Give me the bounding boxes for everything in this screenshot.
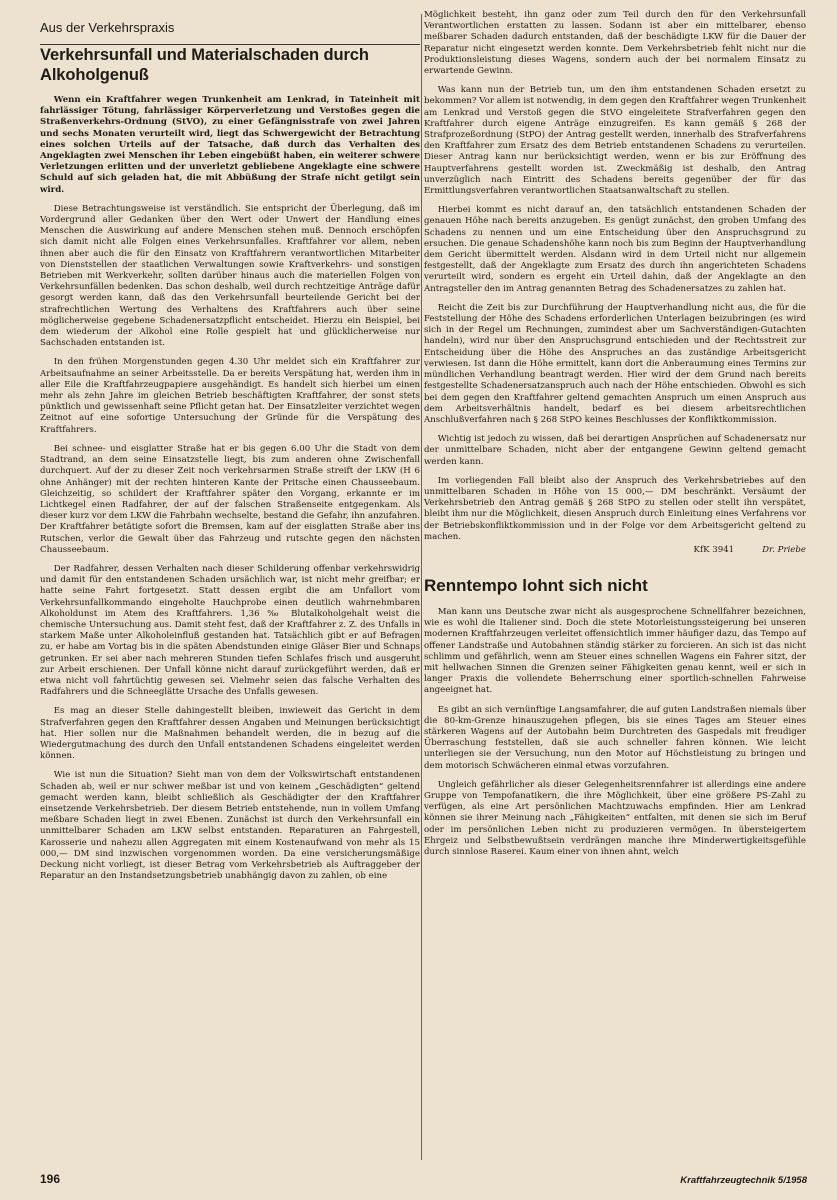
paragraph: Hierbei kommt es nicht darauf an, den tatsächlich entstandenen Schaden der genauen Höhe nach bereits anzugeben. Es genügt zunächst, den groben Umfang des Schadens zu nennen und um eine Entscheidung über den Anspruchsgrund zu ersuchen. Die genaue Schadenshöhe kann noch bis zum Beginn der Hauptverhandlung dem Gericht übermittelt werden. Alsdann wird in dem Urteil nicht nur allgemein festgestellt, daß der Angeklagte zum Ersatz des durch ihn angerichteten Schadens verurteilt wird, sondern es ergeht ein Urteil dahin, daß der Angeklagte an den Antragsteller den im Antrag genannten Betrag des Schadenersatzes zu zahlen hat. bbox=[424, 205, 806, 294]
publication-name: Kraftfahrzeugtechnik 5/1958 bbox=[680, 1175, 807, 1186]
article-lead: Wenn ein Kraftfahrer wegen Trunkenheit am Lenkrad, in Tateinheit mit fahrlässiger Tötung, fahrlässiger Körperverletzung und Verstoßes gegen die Straßenverkehrs-Ordnung (StVO), zu einer Gefängnisstrafe von zwei Jahren und sechs Monaten verurteilt wird, liegt das Schwergewicht der Betrachtung eines solchen Urteils auf der Tatsache, daß durch das Verhalten des Angeklagten zwei Menschen ihr Leben eingebüßt haben, ein weiterer schwere Verletzungen erlitten und der unverletzt gebliebene Angeklagte eine schwere Schuld auf sich geladen hat, die mit Abbüßung der Strafe nicht getilgt sein wird. bbox=[40, 95, 420, 195]
paragraph: Ungleich gefährlicher als dieser Gelegenheitsrennfahrer ist allerdings eine andere Gruppe von Tempofanatikern, die ihre Möglichkeit, über eine größere PS-Zahl zu verfügen, als eine Art persönlichen Machtzuwachs empfinden. Hier am Lenkrad können sie ihrer Meinung nach „Fähigkeiten“ entfalten, mit denen sie sich im Beruf oder im persönlichen Leben nicht zu produzieren vermögen. In übersteigertem Ehrgeiz und Selbstbewußtsein verdrängen manche ihre Minderwertigkeitsgefühle durch sinnlose Raserei. Kaum einer von ihnen ahnt, welch bbox=[424, 779, 806, 857]
paragraph: In den frühen Morgenstunden gegen 4.30 Uhr meldet sich ein Kraftfahrer zur Arbeitsaufnahme an seiner Arbeitsstelle. Da er bereits Verspätung hat, werden ihm in aller Eile die Kraftfahrzeugpapiere ausgehändigt. Es handelt sich hierbei um einen mehr als zehn Jahre im gleichen Betrieb beschäftigten Kraftfahrer, der sonst stets pünktlich und gewissenhaft seine Pflicht getan hat. Der Einsatzleiter verzichtet wegen Zeitnot auf eine sofortige Untersuchung der Gründe für die Verspätung des Kraftfahrers. bbox=[40, 357, 420, 435]
page-number: 196 bbox=[40, 1172, 61, 1186]
author-signature bbox=[424, 545, 806, 555]
article2-title: Renntempo lohnt sich nicht bbox=[424, 575, 648, 595]
right-column bbox=[424, 10, 806, 866]
paragraph: Es mag an dieser Stelle dahingestellt bleiben, inwieweit das Gericht in dem Strafverfahren gegen den Kraftfahrer dessen Angaben und Meinungen berücksichtigt hat. Hier sollen nur die Maßnahmen behandelt werden, die in bezug auf die Wiedergutmachung des durch den Unfall entstandenen Schadens eingeleitet werden können. bbox=[40, 706, 420, 762]
signature-author: Dr. Priebe bbox=[762, 544, 806, 555]
article-title: Verkehrsunfall und Materialschaden durch Alkoholgenuß bbox=[40, 46, 369, 84]
paragraph: Reicht die Zeit bis zur Durchführung der Hauptverhandlung nicht aus, die für die Feststellung der Höhe des Schadens erforderlichen Unterlagen beizubringen (es wird sich in der Regel um Rechnungen, zumindest aber um Sachverständigen-Gutachten handeln), wird nur über den Anspruchsgrund entschieden und der Rechtsstreit zur Entscheidung über die Höhe des Anspruches an das zuständige Arbeitsgericht verwiesen. Ist dann die Höhe ermittelt, kann dort die Anberaumung eines Termins zur mündlichen Verhandlung beantragt werden. Hier wird der dem Grund nach bereits festgestellte Schadenersatzanspruch auch nach der Höhe entschieden. Obwohl es sich bei dem gegen den Kraftfahrer geltend gemachten Anspruch um einen Anspruch aus dem Arbeitsverhältnis handelt, bedarf es bei diesem arbeitsrechtlichen Anschlußverfahren nach § 268 StPO keines Beschlusses der Konfliktkommission. bbox=[424, 302, 806, 425]
paragraph: Wichtig ist jedoch zu wissen, daß bei derartigen Ansprüchen auf Schadenersatz nur der unmittelbare Schaden, nicht aber der entgangene Gewinn geltend gemacht werden kann. bbox=[424, 434, 806, 467]
paragraph: Was kann nun der Betrieb tun, um den ihm entstandenen Schaden ersetzt zu bekommen? Vor allem ist notwendig, in dem gegen den Kraftfahrer wegen Trunkenheit am Lenkrad und Verstoß gegen die StVO eingeleitete Strafverfahren gegen den Kraftfahrer durch eigene Anträge einzugreifen. Es kann gemäß § 268 der Strafprozeßordnung (StPO) der Antrag gestellt werden, innerhalb des Strafverfahrens den Kraftfahrer zum Ersatz des dem Betrieb entstandenen Schadens zu verurteilen. Dieser Antrag kann nur berücksichtigt werden, wenn er bis zur Eröffnung des Hauptverfahrens gestellt worden ist. Zweckmäßig ist deshalb, den Antrag unverzüglich nach Eintritt des Schadens bereits gegenüber der für das Ermittlungsverfahren verantwortlichen Staatsanwaltschaft zu stellen. bbox=[424, 85, 806, 197]
paragraph: Man kann uns Deutsche zwar nicht als ausgesprochene Schnellfahrer bezeichnen, wie es wohl die Italiener sind. Doch die stete Motorleistungssteigerung bei unseren modernen Kraftfahrzeugen verleitet offensichtlich immer häufiger dazu, das Tempo auf offener Landstraße und Autobahnen ständig stärker zu forcieren. An sich ist das nicht schlimm und gefährlich, wenn am Steuer eines schnellen Wagens ein Fahrer sitzt, der mit hellwachen Sinnen die Grenzen seiner Fähigkeiten genau kennt, weil er sich in langer Praxis die vollendete Beherrschung einer sportlich-schnellen Fahrweise angeeignet hat. bbox=[424, 606, 806, 696]
signature-code: KfK 3941 bbox=[693, 544, 735, 555]
paragraph: Möglichkeit besteht, ihn ganz oder zum Teil durch den für den Verkehrsunfall Verantwortlichen erstatten zu lassen. Sodann ist aber ein mittelbarer, ebenso meßbarer Schaden dadurch entstanden, daß der beschädigte LKW für die Dauer der Reparatur nicht eingesetzt werden konnte. Dem Verkehrsbetrieb fehlt nicht nur die Produktionsleistung dieses Wagens, sondern auch der bei normalem Einsatz zu erwartende Gewinn. bbox=[424, 10, 806, 77]
left-column bbox=[40, 20, 420, 890]
column-divider bbox=[421, 14, 422, 1160]
paragraph: Es gibt an sich vernünftige Langsamfahrer, die auf guten Landstraßen niemals über die 80-km-Grenze hinauszugehen pflegen, bis sie eines Tages am Steuer eines stärkeren Wagens auf der Autobahn beim Durchtreten des Gaspedals mit freudiger Überraschung feststellen, daß sie auch schneller fahren können. Wie leicht unterliegen sie der Versuchung, nun den Motor auf Höchstleistung zu bringen und dem motorisch Schwächeren einmal etwas vorzufahren. bbox=[424, 704, 806, 771]
paragraph: Bei schnee- und eisglatter Straße hat er bis gegen 6.00 Uhr die Stadt von dem Stadtrand, an dem seine Einsatzstelle liegt, bis zum anderen ohne Zwischenfall durchquert. Auf der zu dieser Zeit noch verkehrsarmen Straße streift der LKW (H 6 ohne Anhänger) mit der rechten hinteren Kante der Pritsche einen Chausseebaum. Gleichzeitig, so schildert der Kraftfahrer später den Vorgang, erkannte er im Lichtkegel einen Radfahrer, der auf der falschen Straßenseite entgegenkam. Als dieser kurz vor dem LKW die Fahrbahn wechselte, bestand die Gefahr, ihn anzufahren. Der Kraftfahrer betätigte sofort die Bremsen, kam auf der eisglatten Straße aber ins Rutschen, verlor die Gewalt über das Fahrzeug und rutschte gegen den nächsten Chausseebaum. bbox=[40, 443, 420, 555]
paragraph: Der Radfahrer, dessen Verhalten nach dieser Schilderung offenbar verkehrswidrig und damit für den entstandenen Schaden ursächlich war, ist nicht mehr greifbar; er hatte seine Fahrt fortgesetzt. Statt dessen ergibt die am Unfallort vom Verkehrsunfallkommando eingeholte Hauchprobe einen deutlich wahrnehmbaren Alkoholdunst im Atem des Kraftfahrers. 1,36 ‰ Blutalkoholgehalt weist die chemische Untersuchung aus. Damit steht fest, daß der Kraftfahrer z. Z. des Unfalls in starkem Maße unter Alkoholeinfluß gestanden hat. Tatsächlich gibt er auf Befragen zu, er habe am Vortag bis in die späten Abendstunden einige Gläser Bier und Schnaps getrunken. Er sei aber nach mehreren Stunden tiefen Schlafes frisch und ausgeruht zur Arbeit erschienen. Der Unfall könne nicht darauf zurückgeführt werden, daß er etwa nicht voll fahrtüchtig gewesen sei. Vielmehr seien das falsche Verhalten des Radfahrers und die Schneeglätte Ursache des Unfalls gewesen. bbox=[40, 563, 420, 698]
section-label: Aus der Verkehrspraxis bbox=[40, 20, 175, 35]
paragraph: Im vorliegenden Fall bleibt also der Anspruch des Verkehrsbetriebes auf den unmittelbaren Schaden in Höhe von 15 000,— DM beschränkt. Versäumt der Verkehrsbetrieb den Antrag gemäß § 268 StPO zu stellen oder stellt ihn verspätet, bleibt ihm nur die Möglichkeit, diesen Anspruch durch Einleitung eines Verfahrens vor der Betriebskonfliktkommission und in der Folge vor dem Arbeitsgericht geltend zu machen. bbox=[424, 475, 806, 542]
page-footer bbox=[40, 1172, 807, 1186]
paragraph: Wie ist nun die Situation? Sieht man von dem der Volkswirtschaft entstandenen Schaden ab, weil er nur schwer meßbar ist und von keinem „Geschädigten“ geltend gemacht werden kann, bleibt schließlich als Geschädigter der den Kraftfahrer einsetzende Verkehrsbetrieb. Der diesem Betrieb entstehende, nun in vollem Umfang meßbare Schaden liegt in zwei Ebenen. Zunächst ist durch den Verkehrsunfall ein unmittelbarer Schaden am LKW selbst entstanden. Reparaturen an Fahrgestell, Karosserie und nahezu allen Aggregaten mit einem Kostenaufwand von mehr als 15 000,— DM sind inzwischen vorgenommen worden. Da eine versicherungsmäßige Deckung nicht vorliegt, ist dieser Betrag vom Verkehrsbetrieb als Auftraggeber der Reparatur an den Instandsetzungsbetrieb unabhängig davon zu zahlen, ob eine bbox=[40, 770, 420, 882]
paragraph: Diese Betrachtungsweise ist verständlich. Sie entspricht der Überlegung, daß im Vordergrund aller Gedanken über den Wert oder Unwert der Handlung eines Menschen die Auswirkung auf andere Menschen stehen muß. Dennoch erschöpfen sich damit nicht alle Folgen eines Verkehrsunfalles. Kraftfahrer vor allem, neben ihnen aber auch die für den Einsatz von Kraftfahrern verantwortlichen Mitarbeiter von Dienststellen der staatlichen Verwaltungen sowie Kraftverkehrs- und sonstigen Betrieben mit Werkverkehr, sollten darüber hinaus auch die materiellen Folgen von Verkehrsunfällen bedenken. Das schon deshalb, weil durch rechtzeitige Anträge dafür gesorgt werden kann, daß das den Verkehrsunfall beurteilende Gericht bei der strafrechtlichen Wertung des Verhaltens des Kraftfahrers auch über seine möglicherweise gegebene Schadenersatzpflicht entscheidet. Hierzu ein Beispiel, bei dem wiederum der Alkohol eine Rolle gespielt hat und glücklicherweise nur Sachschaden entstanden ist. bbox=[40, 203, 420, 349]
